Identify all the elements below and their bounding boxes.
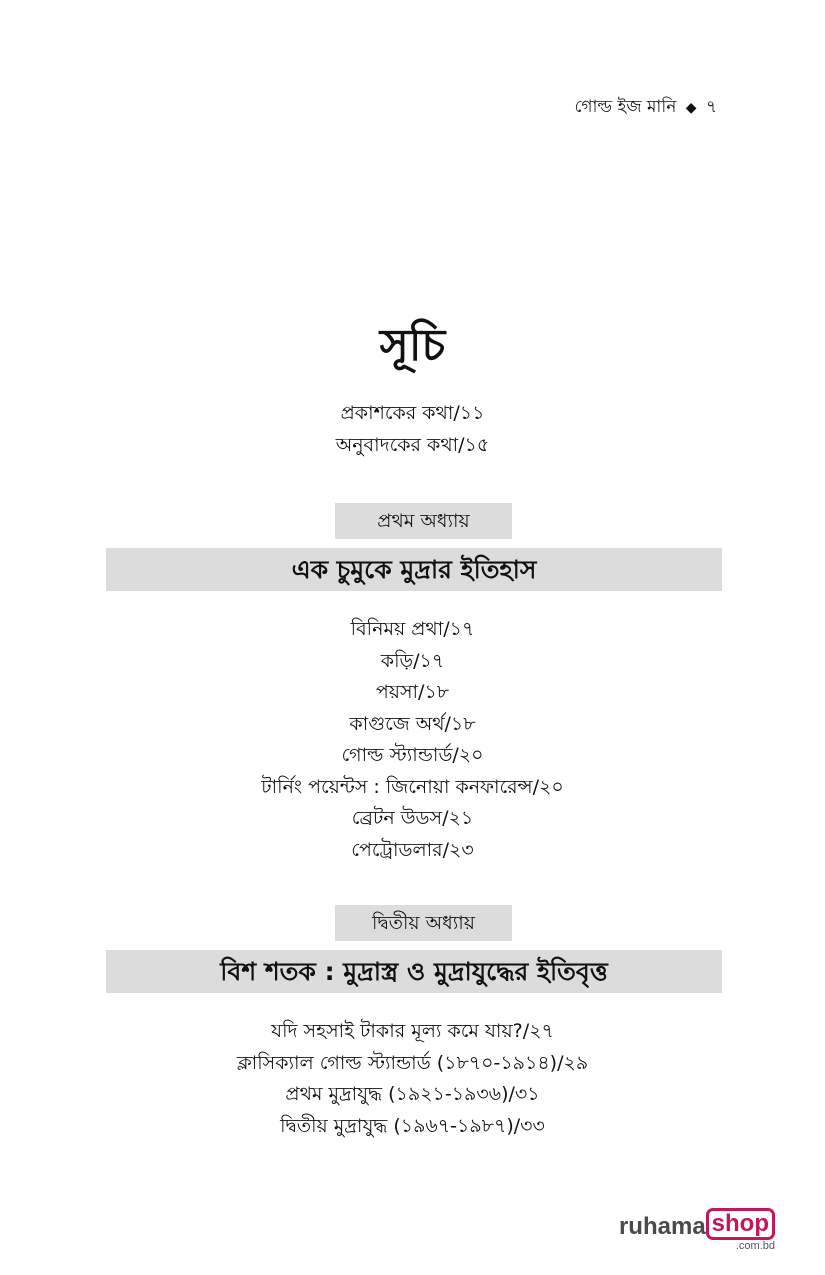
book-title: গোল্ড ইজ মানি xyxy=(574,97,677,117)
diamond-separator-icon: ◆ xyxy=(685,100,697,116)
toc-entry: যদি সহসাই টাকার মূল্য কমে যায়?/২৭ xyxy=(271,1020,554,1042)
ruhamashop-watermark-logo xyxy=(619,1208,775,1253)
brand-main-text: ruhama xyxy=(618,1213,706,1240)
toc-entry: ক্লাসিক্যাল গোল্ড স্ট্যান্ডার্ড (১৮৭০-১৯১৪)/২৯ xyxy=(236,1051,589,1074)
toc-entry: কাগুজে অর্থ/১৮ xyxy=(349,712,476,735)
chapter-1-entries xyxy=(0,614,825,866)
front-matter-list xyxy=(0,398,825,461)
toc-entry: পেট্রোডলার/২৩ xyxy=(351,838,474,861)
toc-entry: বিনিময় প্রথা/১৭ xyxy=(350,618,475,640)
toc-entry: ব্রেটন উডস/২১ xyxy=(351,807,474,829)
chapter-1-label: প্রথম অধ্যায় xyxy=(335,503,512,539)
toc-entry: অনুবাদকের কথা/১৫ xyxy=(335,433,490,456)
brand-domain-text: .com.bd xyxy=(735,1240,775,1252)
toc-entry: প্রকাশকের কথা/১১ xyxy=(340,402,485,424)
toc-entry: পয়সা/১৮ xyxy=(375,681,450,703)
toc-title: সূচি xyxy=(379,320,446,371)
page-number: ৭ xyxy=(705,97,717,117)
chapter-1-title: এক চুমুকে মুদ্রার ইতিহাস xyxy=(106,548,722,591)
toc-entry: কড়ি/১৭ xyxy=(380,649,445,672)
chapter-2-title: বিশ শতক : মুদ্রাস্ত্র ও মুদ্রাযুদ্ধের ইতিবৃত্ত xyxy=(106,950,722,993)
toc-entry: টার্নিং পয়েন্টস : জিনোয়া কনফারেন্স/২০ xyxy=(261,775,564,798)
toc-entry: প্রথম মুদ্রাযুদ্ধ (১৯২১-১৯৩৬)/৩১ xyxy=(285,1083,540,1105)
running-header xyxy=(575,96,717,119)
brand-shop-box xyxy=(706,1208,775,1253)
brand-shop-text: shop xyxy=(706,1208,775,1240)
toc-entry: দ্বিতীয় মুদ্রাযুদ্ধ (১৯৬৭-১৯৮৭)/৩৩ xyxy=(280,1114,545,1137)
chapter-2-label: দ্বিতীয় অধ্যায় xyxy=(335,905,512,941)
chapter-2-entries xyxy=(0,1016,825,1142)
toc-entry: গোল্ড স্ট্যান্ডার্ড/২০ xyxy=(341,744,484,766)
